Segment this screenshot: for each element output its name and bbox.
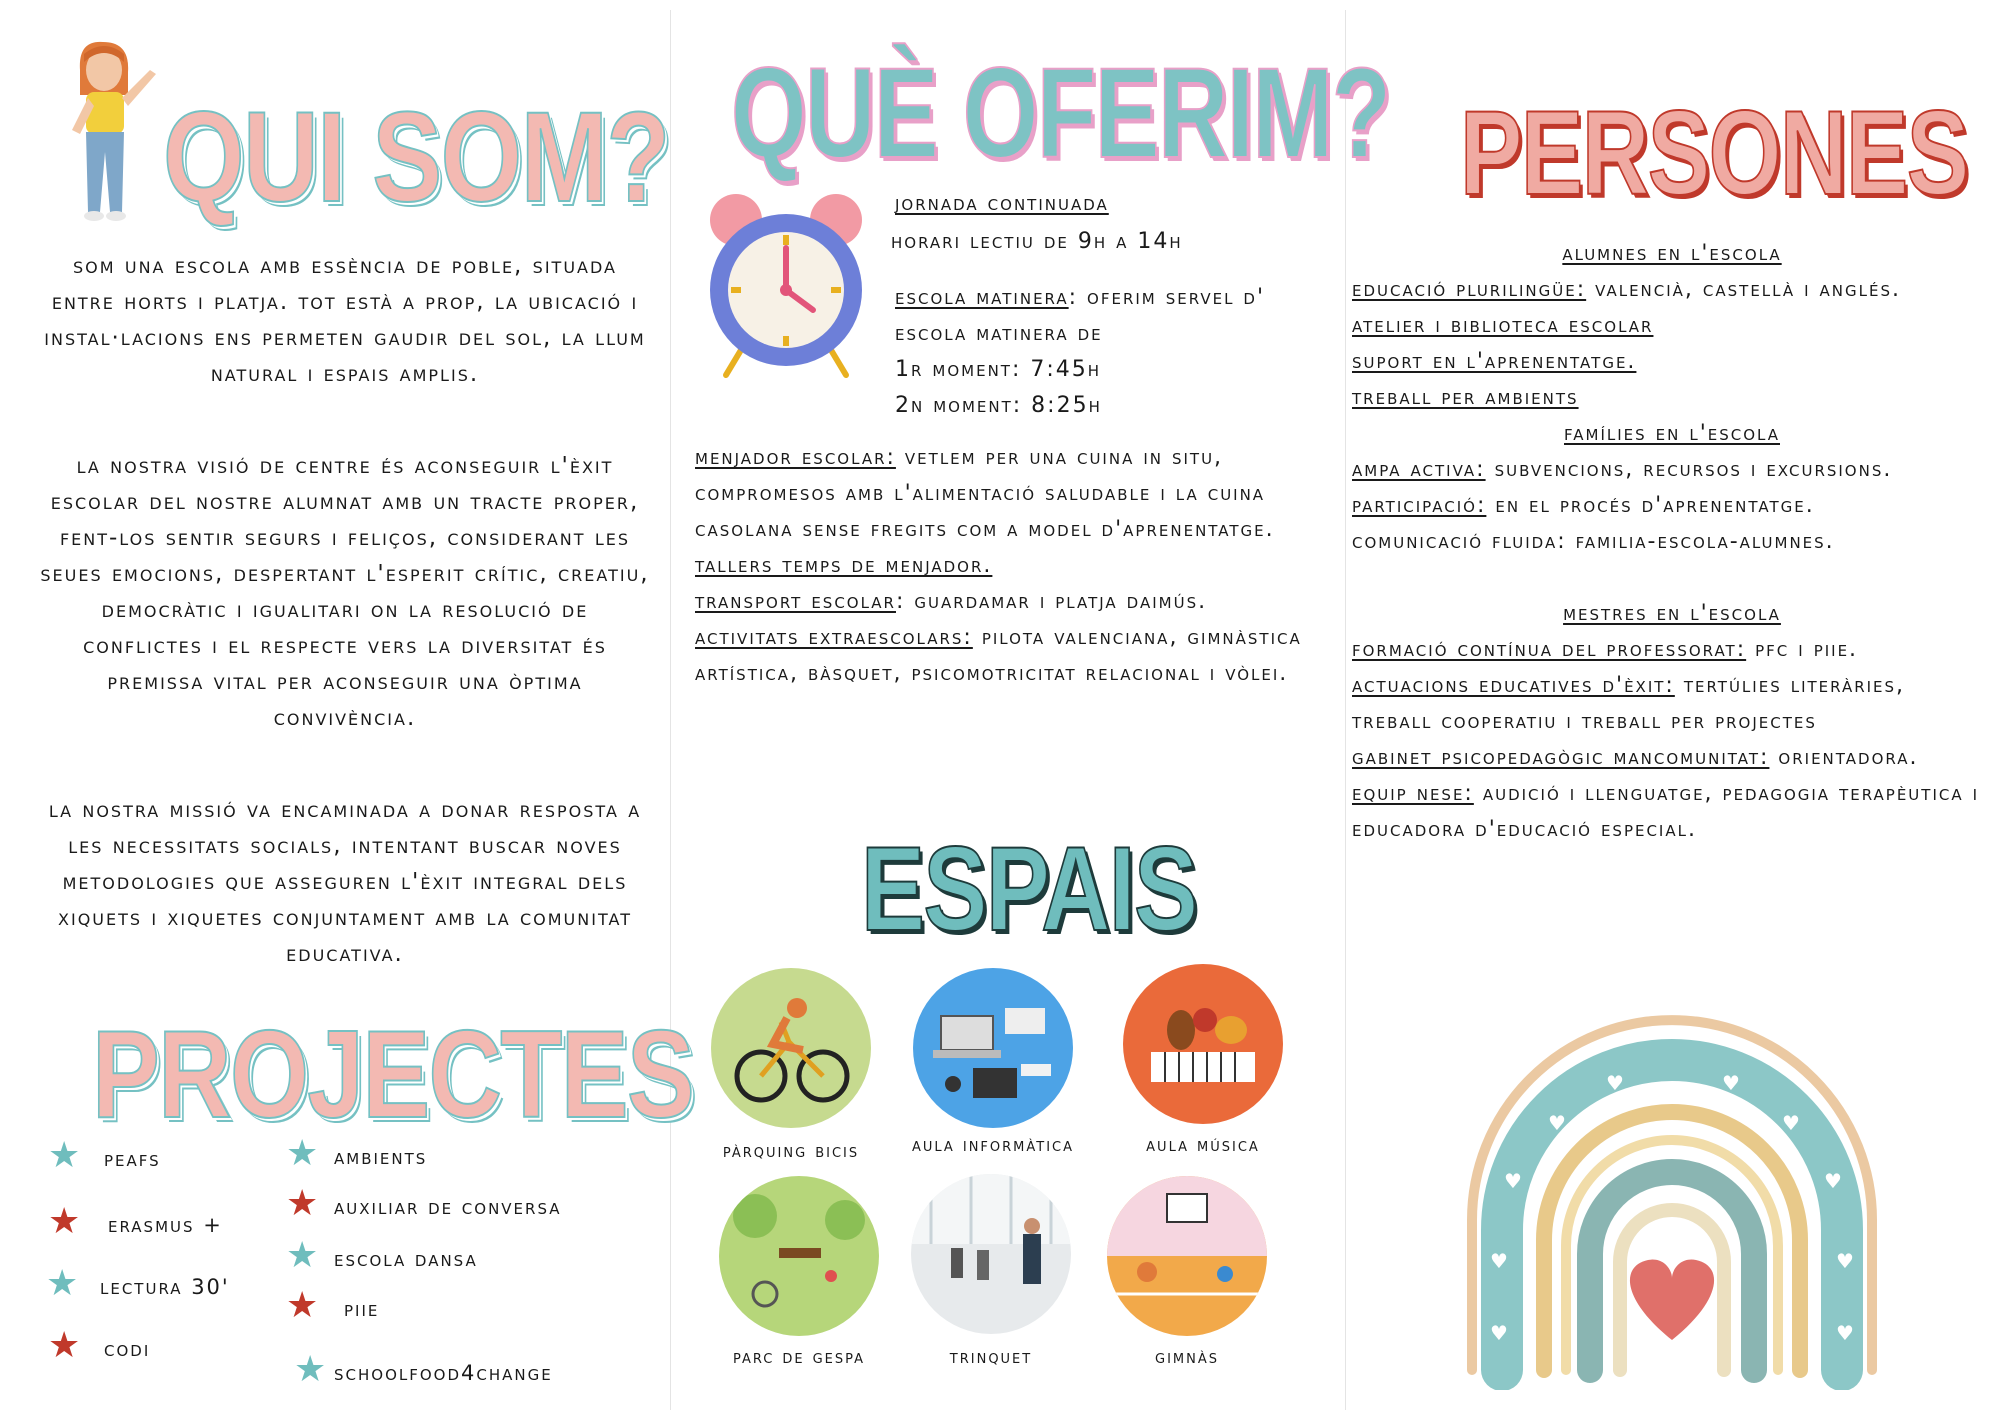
svg-text:♥: ♥ [1504, 1169, 1522, 1193]
qui-som-column [0, 0, 694, 1414]
espais-title: ESPAIS [861, 822, 1197, 956]
music-room-image [1123, 964, 1283, 1124]
star-icon: ★ [286, 1285, 319, 1326]
ampa-item [1352, 452, 1992, 488]
menjador-text: vetlem per una cuina in situ, compromesos amb l'alimentació saludable i la cuina casolana sense fregits com a model d'aprenentatge. [695, 445, 1275, 542]
persones-title: PERSONES [1460, 86, 1968, 220]
star-icon: ★ [48, 1201, 81, 1242]
plurilingue-heading: educació plurilingüe: [1352, 277, 1587, 302]
star-icon: ★ [46, 1263, 79, 1304]
star-icon: ★ [48, 1135, 81, 1176]
svg-text:♥: ♥ [1490, 1249, 1508, 1273]
svg-text:♥: ♥ [1548, 1111, 1566, 1135]
comunicacio-item: comunicació fluida: familia-escola-alumnes. [1352, 529, 1835, 554]
nese-item [1352, 776, 1992, 848]
participacio-text: en el procés d'aprenentatge. [1486, 493, 1815, 518]
oferim-services [695, 440, 1335, 692]
activitats-text: pilota valenciana, gimnàstica artística, bàsquet, psicomotricitat relacional i vòlei. [695, 625, 1302, 686]
alarm-clock-icon [701, 190, 871, 380]
star-icon: ★ [286, 1133, 319, 1174]
girl-illustration [58, 40, 168, 230]
qui-som-paragraph-2: la nostra visió de centre és aconseguir l'èxit escolar del nostre alumnat amb un tracte proper, fent-los sentir segurs i feliços, considerant les seues emocions, despertant l'esperit crític, creatiu, democràtic i igualitari on la resolució de conflictes i el respecte vers la diversitat és premissa vital per aconseguir una òptima convivència. [40, 453, 650, 731]
qui-som-paragraph-1: som una escola amb essència de poble, situada entre horts i platja. tot està a prop, la ubicació i instal·lacions ens permeten gaudir del sol, la llum natural i espais amplis. [44, 253, 646, 387]
star-icon: ★ [48, 1325, 81, 1366]
plurilingue-item [1352, 272, 1992, 308]
alumnes-heading: alumnes en l'escola [1562, 241, 1782, 266]
matinera-text: : oferim servel d' escola matinera de [895, 285, 1266, 346]
star-icon: ★ [286, 1235, 319, 1276]
project-item: codi [104, 1337, 151, 1361]
ampa-heading: ampa activa: [1352, 457, 1486, 482]
svg-text:♥: ♥ [1824, 1169, 1842, 1193]
matinera-moment-2: 2n moment: 8:25h [895, 393, 1102, 418]
matinera-heading: escola matinera [895, 285, 1069, 310]
menjador-heading: menjador escolar: [695, 445, 896, 470]
star-icon: ★ [294, 1349, 327, 1390]
star-icon: ★ [286, 1183, 319, 1224]
computer-room-image [913, 968, 1073, 1128]
formacio-heading: formació contínua del professorat: [1352, 637, 1747, 662]
space-label: trinquet [949, 1346, 1033, 1368]
transport-heading: transport escolar [695, 589, 896, 614]
suport-item: suport en l'aprenentatge. [1352, 349, 1637, 374]
project-item: escola dansa [334, 1247, 478, 1271]
atelier-item: atelier i biblioteca escolar [1352, 313, 1654, 338]
space-label: pàrquing bicis [722, 1140, 860, 1162]
space-label: aula informàtica [911, 1134, 1075, 1156]
projectes-title: PROJECTES [92, 1006, 694, 1144]
trinquet-image [911, 1174, 1071, 1334]
svg-text:♥: ♥ [1606, 1071, 1624, 1095]
svg-text:♥: ♥ [1836, 1249, 1854, 1273]
treball-item: treball per ambients [1352, 385, 1579, 410]
project-item: erasmus + [108, 1213, 223, 1237]
formacio-item [1352, 632, 1992, 668]
space-label: aula música [1146, 1134, 1260, 1156]
svg-text:♥: ♥ [1782, 1111, 1800, 1135]
matinera-block [895, 280, 1315, 424]
persones-content [1352, 236, 1992, 848]
jornada-heading: jornada continuada [895, 191, 1109, 216]
space-label: gimnàs [1155, 1346, 1219, 1368]
activitats-heading: activitats extraescolars: [695, 625, 973, 650]
gabinet-item [1352, 740, 1992, 776]
formacio-text: pfc i piie. [1746, 637, 1859, 662]
gabinet-text: orientadora. [1769, 745, 1919, 770]
rainbow-heart-illustration [1452, 1010, 1892, 1390]
project-item: ambients [334, 1145, 428, 1169]
project-item: peafs [104, 1147, 161, 1171]
nese-text: audició i llenguatge, pedagogia terapèutica i educadora d'educació especial. [1352, 781, 1980, 842]
bike-parking-image [711, 968, 871, 1128]
families-heading: famílies en l'escola [1564, 421, 1780, 446]
gym-image [1107, 1176, 1267, 1336]
actuacions-text: tertúlies literàries, treball cooperatiu i treball per projectes [1352, 673, 1906, 734]
space-label: parc de gespa [732, 1346, 866, 1368]
transport-text: : guardamar i platja daimús. [895, 589, 1208, 614]
que-oferim-title: QUÈ OFERIM? [731, 42, 1390, 185]
svg-text:♥: ♥ [1722, 1071, 1740, 1095]
project-item: lectura 30' [100, 1275, 230, 1299]
persones-column [1346, 0, 2000, 1414]
qui-som-paragraph-3: la nostra missió va encaminada a donar resposta a les necessitats socials, intentant buscar noves metodologies que asseguren l'èxit integral dels xiquets i xiquetes conjuntament amb la comunitat educativa. [48, 797, 642, 967]
participacio-heading: participació: [1352, 493, 1487, 518]
ampa-text: subvencions, recursos i excursions. [1485, 457, 1893, 482]
svg-text:♥: ♥ [1836, 1321, 1854, 1345]
actuacions-item [1352, 668, 1992, 740]
que-oferim-column [671, 0, 1390, 1414]
actuacions-heading: actuacions educatives d'èxit: [1352, 673, 1675, 698]
jornada-text: horari lectiu de 9h a 14h [891, 229, 1183, 254]
plurilingue-text: valencià, castellà i anglés. [1586, 277, 1901, 302]
svg-text:♥: ♥ [1490, 1321, 1508, 1345]
mestres-heading: mestres en l'escola [1563, 601, 1781, 626]
nese-heading: equip nese: [1352, 781, 1474, 806]
matinera-moment-1: 1r moment: 7:45h [895, 357, 1102, 382]
grass-park-image [719, 1176, 879, 1336]
tallers-heading: tallers temps de menjador. [695, 553, 993, 578]
gabinet-heading: gabinet psicopedagògic mancomunitat: [1352, 745, 1770, 770]
project-item: auxiliar de conversa [334, 1195, 562, 1219]
project-item: piie [344, 1297, 380, 1321]
participacio-item [1352, 488, 1992, 524]
qui-som-title: QUI SOM? [163, 86, 669, 229]
project-item: schoolfood4change [334, 1361, 553, 1385]
